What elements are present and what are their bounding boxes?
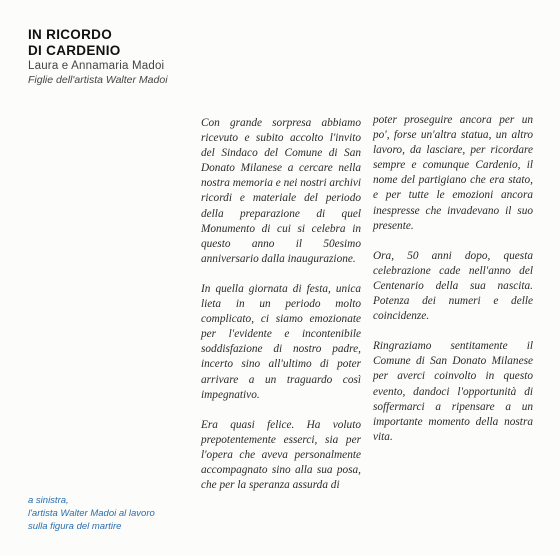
- photo-caption: [28, 494, 178, 533]
- article-subtitle: Figlie dell'artista Walter Madoi: [28, 74, 168, 86]
- paragraph: poter proseguire ancora per un po', forse un'altra statua, un altro lavoro, da lasciare, per ricordare sempre e comunque Cardenio, il nome del partigiano che era stato, e per tutte le emozioni ancora inespresse che invadevano il suo presente.: [373, 114, 533, 232]
- article-authors: Laura e Annamaria Madoi: [28, 60, 165, 72]
- paragraph: In quella giornata di festa, unica lieta in un periodo molto complicato, ci siamo emozionate per l'evidente e incontenibile soddisfazione di nostro padre, incerto sino all'ultimo di poter arrivare a un traguardo così impegnativo.: [201, 282, 361, 401]
- caption-line-1: a sinistra,: [28, 495, 69, 506]
- article-title-line-2: DI CARDENIO: [28, 43, 121, 58]
- paragraph: Era quasi felice. Ha voluto prepotentemente esserci, sia per l'opera che aveva personalmente accompagnato sino alla sua posa, che per la speranza assurda di: [201, 418, 361, 492]
- text-column-right: [373, 113, 533, 460]
- caption-line-3: sulla figura del martire: [28, 521, 122, 532]
- text-column-left: [201, 116, 361, 508]
- paragraph: Ora, 50 anni dopo, questa celebrazione cade nell'anno del Centenario della sua nascita. Potenza dei numeri e delle coincidenze.: [373, 249, 533, 323]
- paragraph: Con grande sorpresa abbiamo ricevuto e subito accolto l'invito del Sindaco del Comune di San Donato Milanese a cercare nella nostra memoria e nei nostri archivi ricordi e materiale del periodo della preparazione di quel Monumento di cui si celebra in questo anno il 50esimo anniversario dalla inaugurazione.: [201, 117, 361, 265]
- caption-line-2: l'artista Walter Madoi al lavoro: [28, 508, 155, 519]
- article-header: [28, 27, 168, 87]
- paragraph: Ringraziamo sentitamente il Comune di San Donato Milanese per averci coinvolto in questo evento, dandoci l'opportunità di soffermarci a ripensare a un importante momento della nostra vita.: [373, 340, 533, 443]
- article-title-line-1: IN RICORDO: [28, 27, 112, 42]
